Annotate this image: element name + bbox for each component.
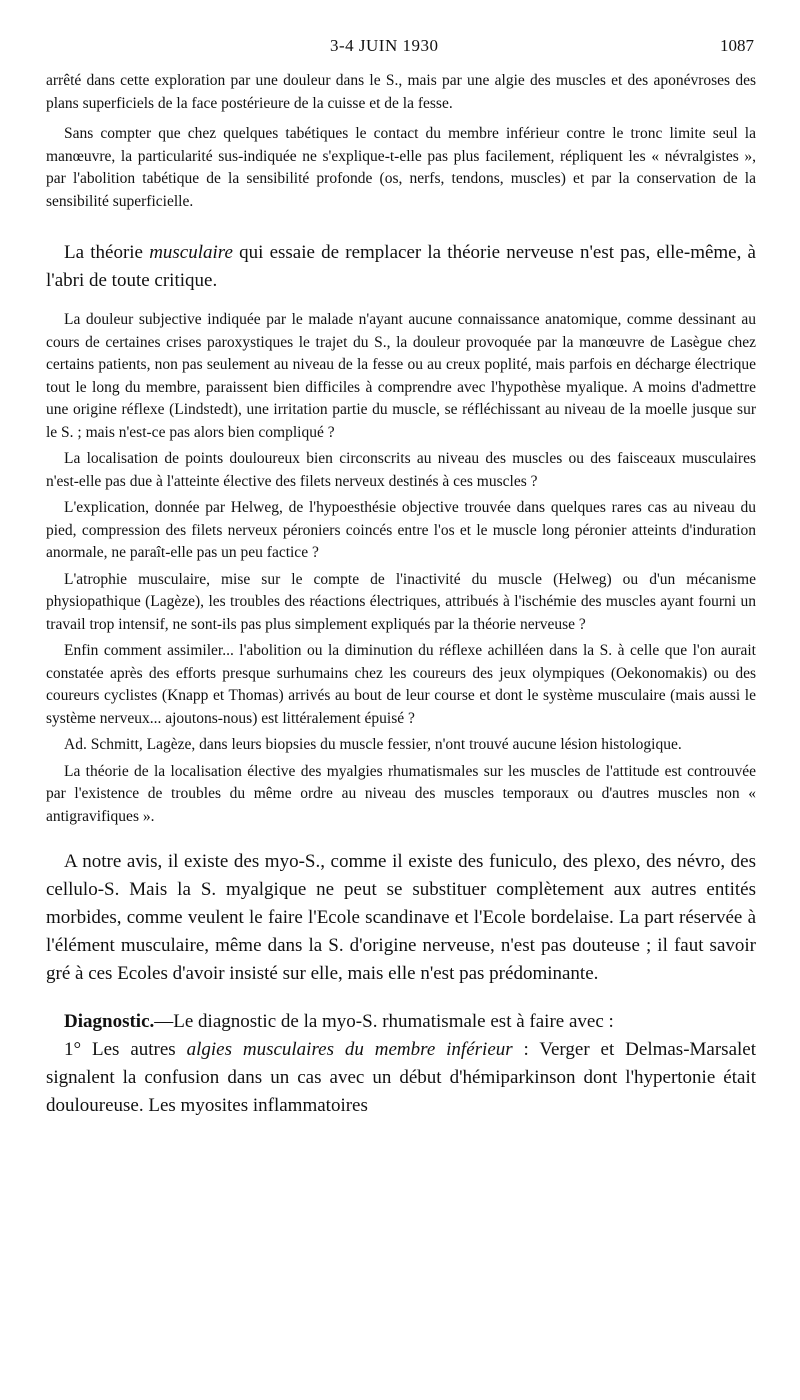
paragraph: Enfin comment assimiler... l'abolition ou la diminution du réflexe achilléen dans la S. à celle que l'on aurait constatée après des efforts presque surhumains chez les coureurs des jeux olympiques (Oekonomakis) ou des coureurs cyclistes (Knapp et Thomas) arrivés au bout de leur course et dont le système musculaire (mais aussi le système nerveux... ajoutons-nous) est littéralement épuisé ? <box>46 642 756 727</box>
opinion-paragraph: A notre avis, il existe des myo-S., comme il existe des funiculo, des plexo, des névro, des cellulo-S. Mais la S. myalgique ne peut se substituer complètement aux autres entités morbides, comme veulent le faire l'Ecole scandinave et l'Ecole bordelaise. La part réservée à l'élément musculaire, même dans la S. d'origine nerveuse, n'est pas douteuse ; il faut savoir gré à ces Ecoles d'avoir insisté sur elle, mais elle n'est pas prédominante. <box>46 851 756 984</box>
section-heading: Diagnostic. <box>64 1011 155 1032</box>
diagnostic-item-paragraph <box>46 1036 756 1120</box>
italic-term: musculaire <box>149 242 233 263</box>
text-run: —Le diagnostic de la myo-S. rhumatismale est à faire avec : <box>154 1011 614 1032</box>
paragraph: arrêté dans cette exploration par une douleur dans le S., mais par une algie des muscles et des aponévroses des plans superficiels de la face postérieure de la cuisse et de la fesse. <box>46 72 756 112</box>
italic-term: algies musculaires du membre inférieur <box>186 1039 513 1060</box>
small-text-block-2 <box>46 309 756 828</box>
paragraph: Sans compter que chez quelques tabétiques le contact du membre inférieur contre le tronc limite seul la manœuvre, la particularité sus-indiquée ne s'explique-t-elle pas plus facilement, répliquent les « névralgistes », par l'abolition tabétique de la sensibilité profonde (os, nerfs, tendons, muscles) et par la conservation de la sensibilité superficielle. <box>46 125 756 210</box>
paragraph: L'explication, donnée par Helweg, de l'hypoesthésie objective trouvée dans quelques rares cas au niveau du pied, compression des filets nerveux péroniers coincés entre l'os et le muscle long péronier atteints d'induration anormale, ne paraît-elle pas un peu factice ? <box>46 499 756 561</box>
section-lead-paragraph <box>46 239 756 295</box>
paragraph: La localisation de points douloureux bien circonscrits au niveau des muscles ou des faisceaux musculaires n'est-elle pas due à l'atteinte élective des filets nerveux destinés à ces muscles ? <box>46 450 756 490</box>
page-header <box>0 36 800 60</box>
paragraph: Ad. Schmitt, Lagèze, dans leurs biopsies du muscle fessier, n'ont trouvé aucune lésion histologique. <box>64 736 682 753</box>
diagnostic-heading-paragraph <box>46 1008 756 1036</box>
text-run: qui essaie de remplacer la théorie nerveuse n'est pas, elle-même, à l'abri de toute critique. <box>46 242 756 291</box>
page-body <box>46 70 756 1120</box>
paragraph: La douleur subjective indiquée par le malade n'ayant aucune connaissance anatomique, comme dessinant au cours de certaines crises paroxystiques le trajet du S., la douleur provoquée par la manœuvre de Lasègue chez certains patients, non pas seulement au niveau de la fesse ou au creux poplité, mais parfois en décharge électrique tout le long du membre, paraissent bien difficiles à comprendre avec l'hypothèse myalique. A moins d'admettre une origine réflexe (Lindstedt), une irritation partie du muscle, se réfléchissant au niveau de la moelle jusque sur le S. ; mais n'est-ce pas alors bien compliqué ? <box>46 311 756 441</box>
small-text-block-1 <box>46 70 756 213</box>
paragraph: L'atrophie musculaire, mise sur le compte de l'inactivité du muscle (Helweg) ou d'un mécanisme physiopathique (Lagèze), les troubles des réactions électriques, attribués à l'ischémie des muscles ayant fourni un travail trop intensif, ne sont-ils pas plus simplement expliqués par la théorie nerveuse ? <box>46 570 756 633</box>
text-run: La théorie <box>64 242 150 263</box>
text-run: 1° Les autres <box>64 1039 187 1060</box>
header-date: 3-4 JUIN 1930 <box>330 36 439 55</box>
paragraph: La théorie de la localisation élective des myalgies rhumatismales sur les muscles de l'attitude est controuvée par l'existence de troubles du même ordre au niveau des muscles temporaux ou d'autres muscles non « antigravifiques ». <box>46 762 756 825</box>
text-run: : Verger et Delmas-Marsalet signalent la confusion dans un cas avec un début d'hémiparkinson dont l'hypertonie était douloureuse. Les myosites inflammatoires <box>46 1039 757 1116</box>
page-number: 1087 <box>720 36 754 55</box>
